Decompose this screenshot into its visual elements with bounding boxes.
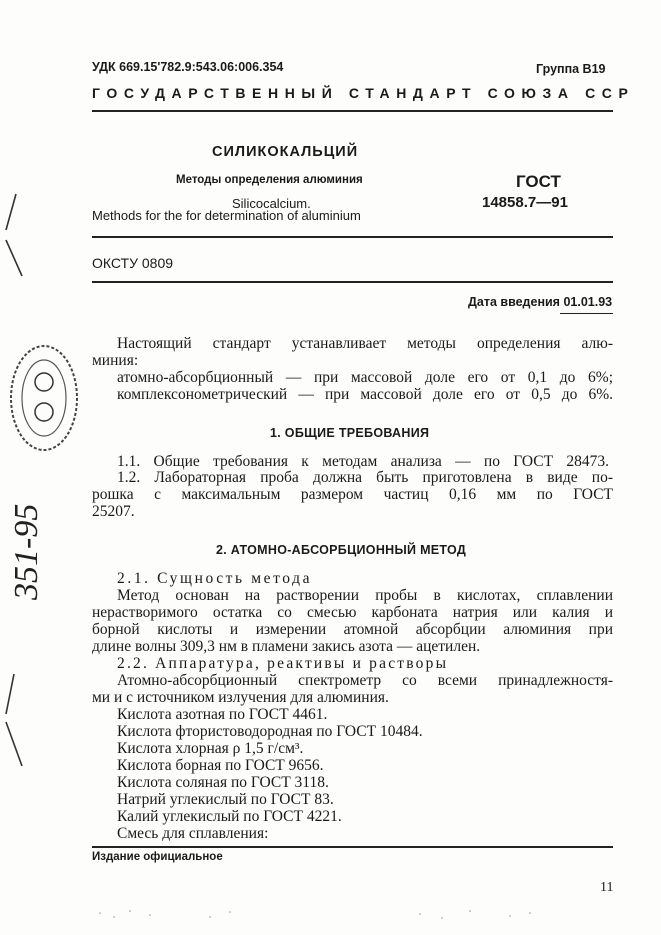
reagent-item: Натрий углекислый по ГОСТ 83. bbox=[117, 791, 334, 808]
group-code: Группа В19 bbox=[536, 62, 606, 76]
subtitle-en-line1: Silicocalcium. bbox=[232, 196, 311, 211]
section-1-item-1: 1.1. Общие требования к методам анализа — по ГОСТ 28473. bbox=[117, 453, 609, 470]
library-stamp bbox=[4, 338, 84, 458]
gost-number: 14858.7—91 bbox=[482, 194, 568, 211]
s22-line-2: ми и с источником излучения для алюминия. bbox=[92, 689, 389, 706]
date-underline bbox=[560, 313, 613, 314]
footer-rule bbox=[92, 846, 613, 848]
udk-code: УДК 669.15'782.9:543.06:006.354 bbox=[92, 60, 284, 74]
section-1-title: 1. ОБЩИЕ ТРЕБОВАНИЯ bbox=[270, 426, 430, 440]
okstu-code: ОКСТУ 0809 bbox=[92, 255, 174, 271]
intro-line-4: комплексонометрический — при массовой доле его от 0,5 до 6%. bbox=[117, 386, 613, 403]
subsection-2-2-title: 2.2. Аппаратура, реактивы и растворы bbox=[117, 655, 449, 672]
page-number: 11 bbox=[600, 880, 614, 895]
document-title: СИЛИКОКАЛЬЦИЙ bbox=[212, 144, 359, 160]
section-1-item-2-end: 25207. bbox=[92, 503, 135, 520]
reagent-item: Кислота хлорная ρ 1,5 г/см³. bbox=[117, 740, 304, 757]
s21-line-1: Метод основан на растворении пробы в кислотах, сплавлении bbox=[117, 587, 613, 604]
section-2-title: 2. АТОМНО-АБСОРБЦИОННЫЙ МЕТОД bbox=[216, 543, 467, 557]
subtitle-ru: Методы определения алюминия bbox=[176, 174, 363, 186]
reagent-item: Кислота фтористоводородная по ГОСТ 10484. bbox=[117, 723, 423, 740]
intro-line-3: атомно-абсорбционный — при массовой доле его от 0,1 до 6%; bbox=[117, 369, 613, 386]
reagent-item: Кислота борная по ГОСТ 9656. bbox=[117, 757, 324, 774]
reagent-item: Смесь для сплавления: bbox=[117, 825, 269, 842]
margin-handwriting: 351-95 bbox=[8, 503, 45, 600]
subtitle-en-line2: Methods for the for determination of aluminium bbox=[92, 208, 361, 223]
section-1-item-2-cont: рошка с максимальным размером частиц 0,16 мм по ГОСТ bbox=[92, 486, 613, 503]
s21-line-2: нерастворимого остатка со смесью карбоната натрия или калия и bbox=[92, 604, 613, 621]
margin-slash-marks-top bbox=[0, 190, 30, 290]
state-standard-banner: ГОСУДАРСТВЕННЫЙ СТАНДАРТ СОЮЗА ССР bbox=[92, 85, 635, 101]
header-rule bbox=[92, 110, 613, 112]
title-rule bbox=[92, 236, 613, 238]
reagent-item: Кислота азотная по ГОСТ 4461. bbox=[117, 706, 328, 723]
intro-line-2: миния: bbox=[92, 352, 139, 369]
s21-line-4: длине волны 309,3 нм в пламени закись азота — ацетилен. bbox=[92, 638, 481, 655]
s21-line-3: борной кислоты и измерении атомной абсорбции алюминия при bbox=[92, 621, 613, 638]
okstu-rule bbox=[92, 281, 613, 283]
gost-label: ГОСТ bbox=[516, 172, 561, 191]
subsection-2-1-title: 2.1. Сущность метода bbox=[117, 570, 313, 587]
reagent-item: Калий углекислый по ГОСТ 4221. bbox=[117, 808, 342, 825]
edition-note: Издание официальное bbox=[92, 851, 223, 863]
intro-line-1: Настоящий стандарт устанавливает методы определения алю- bbox=[117, 335, 613, 352]
scan-noise bbox=[90, 905, 550, 925]
intro-date: Дата введения 01.01.93 bbox=[468, 295, 613, 309]
margin-slash-marks-bottom bbox=[0, 670, 30, 780]
reagent-item: Кислота соляная по ГОСТ 3118. bbox=[117, 774, 329, 791]
s22-line-1: Атомно-абсорбционный спектрометр со всеми принадлежностя- bbox=[117, 672, 613, 689]
section-1-item-2: 1.2. Лабораторная проба должна быть приготовлена в виде по- bbox=[117, 469, 613, 486]
